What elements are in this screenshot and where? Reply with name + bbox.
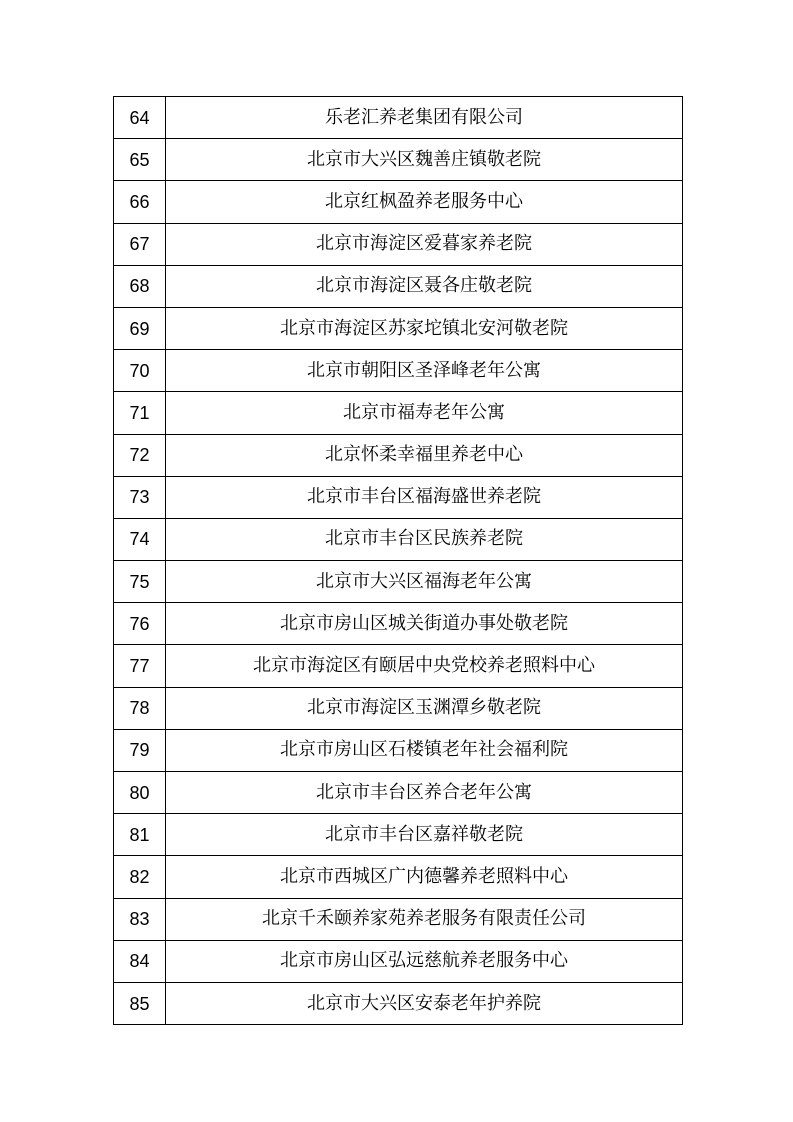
table-row [114,392,683,434]
table-row [114,97,683,139]
row-number: 84 [114,940,166,982]
row-number: 68 [114,265,166,307]
institution-name: 北京市海淀区爱暮家养老院 [166,223,683,265]
row-number: 78 [114,687,166,729]
table-body [114,97,683,1025]
institution-name: 北京市海淀区聂各庄敬老院 [166,265,683,307]
table-row [114,940,683,982]
row-number: 72 [114,434,166,476]
table-row [114,603,683,645]
table-row [114,561,683,603]
row-number: 85 [114,982,166,1024]
institution-name: 北京千禾颐养家苑养老服务有限责任公司 [166,898,683,940]
table-row [114,139,683,181]
institution-name: 北京市房山区城关街道办事处敬老院 [166,603,683,645]
institution-name: 北京市朝阳区圣泽峰老年公寓 [166,350,683,392]
institution-name: 北京红枫盈养老服务中心 [166,181,683,223]
institution-name: 北京市海淀区有颐居中央党校养老照料中心 [166,645,683,687]
row-number: 82 [114,856,166,898]
table-row [114,814,683,856]
table-row [114,265,683,307]
table-row [114,645,683,687]
table-row [114,223,683,265]
table-row [114,518,683,560]
institution-name: 北京市大兴区福海老年公寓 [166,561,683,603]
institution-name: 北京市福寿老年公寓 [166,392,683,434]
row-number: 65 [114,139,166,181]
table-row [114,307,683,349]
row-number: 74 [114,518,166,560]
table-row [114,772,683,814]
row-number: 73 [114,476,166,518]
table-row [114,982,683,1024]
row-number: 75 [114,561,166,603]
table-row [114,898,683,940]
institution-name: 北京市大兴区魏善庄镇敬老院 [166,139,683,181]
institution-name: 北京市丰台区嘉祥敬老院 [166,814,683,856]
row-number: 64 [114,97,166,139]
row-number: 76 [114,603,166,645]
institution-name: 北京市西城区广内德馨养老照料中心 [166,856,683,898]
institution-name: 北京市房山区石楼镇老年社会福利院 [166,729,683,771]
row-number: 81 [114,814,166,856]
table-row [114,476,683,518]
row-number: 71 [114,392,166,434]
row-number: 79 [114,729,166,771]
row-number: 67 [114,223,166,265]
table-row [114,350,683,392]
table-row [114,687,683,729]
institution-name: 北京怀柔幸福里养老中心 [166,434,683,476]
institution-table [113,96,683,1025]
row-number: 70 [114,350,166,392]
table-row [114,729,683,771]
table-row [114,856,683,898]
row-number: 83 [114,898,166,940]
row-number: 77 [114,645,166,687]
row-number: 69 [114,307,166,349]
institution-name: 北京市海淀区苏家坨镇北安河敬老院 [166,307,683,349]
row-number: 80 [114,772,166,814]
institution-name: 北京市房山区弘远慈航养老服务中心 [166,940,683,982]
table-row [114,434,683,476]
institution-name: 北京市海淀区玉渊潭乡敬老院 [166,687,683,729]
institution-name: 北京市大兴区安泰老年护养院 [166,982,683,1024]
table-row [114,181,683,223]
row-number: 66 [114,181,166,223]
institution-name: 北京市丰台区养合老年公寓 [166,772,683,814]
institution-name: 北京市丰台区福海盛世养老院 [166,476,683,518]
institution-name: 乐老汇养老集团有限公司 [166,97,683,139]
institution-name: 北京市丰台区民族养老院 [166,518,683,560]
